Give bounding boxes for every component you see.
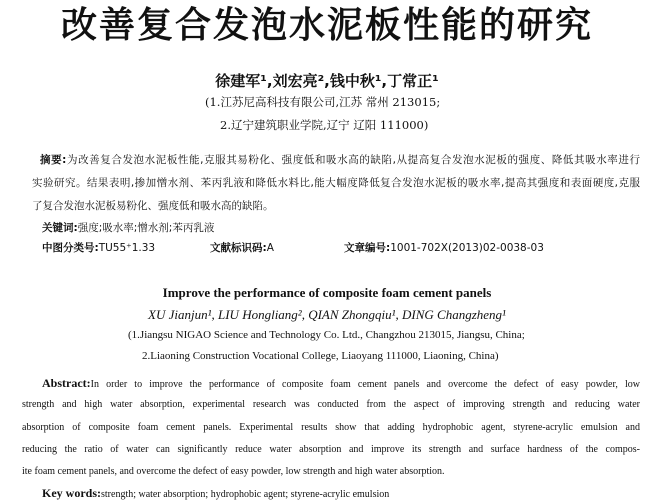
english-abstract-label: Abstract: — [42, 376, 91, 390]
authors: 徐建军¹,刘宏亮²,钱中秋¹,丁常正¹ — [215, 72, 439, 90]
abstract-line-2: 实验研究。结果表明,掺加憎水剂、苯丙乳液和降低水料比,能大幅度降低复合发泡水泥板的吸水率,提高其强度和表面硬度,克服 — [32, 177, 640, 189]
english-abstract-line-4: reducing the ratio of water can significantly reduce water absorption and improve its strength and surface hardness of the compos- — [22, 444, 640, 455]
affiliation-1: (1.江苏尼高科技有限公司,江苏 常州 213015; — [205, 95, 441, 109]
document-code: 文献标识码:A — [210, 242, 274, 254]
english-abstract-line-5: ite foam cement panels, and overcome the defect of easy powder, low strength and high water absorption. — [22, 466, 445, 477]
english-affiliation-1: (1.Jiangsu NIGAO Science and Technology Co. Ltd., Changzhou 213015, Jiangsu, China; — [128, 329, 525, 341]
clc-number: 中图分类号:TU55⁺1.33 — [42, 242, 156, 254]
abstract-line-1: 摘要:为改善复合发泡水泥板性能,克服其易粉化、强度低和吸水高的缺陷,从提高复合发泡水泥板的强度、降低其吸水率进行 — [40, 154, 640, 166]
english-keywords: Key words:strength; water absorption; hydrophobic agent; styrene-acrylic emulsion — [42, 486, 390, 500]
english-abstract-line-2: strength and high water absorption, experimental research was conducted from the aspect of improving strength and reducing water — [22, 399, 640, 410]
article-number: 文章编号:1001-702X(2013)02-0038-03 — [344, 242, 544, 254]
english-abstract-line-1: Abstract:In order to improve the performance of composite foam cement panels and overcome the defect of easy powder, low — [42, 376, 640, 390]
affiliation-2: 2.辽宁建筑职业学院,辽宁 辽阳 111000) — [220, 118, 429, 132]
english-affiliation-2: 2.Liaoning Construction Vocational College, Liaoyang 111000, Liaoning, China) — [142, 350, 499, 362]
paper-title: 改善复合发泡水泥板性能的研究 — [60, 5, 593, 46]
english-title: Improve the performance of composite foam cement panels — [162, 285, 492, 300]
abstract-line-3: 了复合发泡水泥板易粉化、强度低和吸水高的缺陷。 — [32, 200, 274, 212]
abstract-label: 摘要: — [40, 154, 67, 166]
english-abstract-line-3: absorption of composite foam cement panels. Experimental results show that adding hydrophobic agent, styrene-acrylic emulsion and — [22, 422, 640, 433]
keywords: 关键词:强度;吸水率;憎水剂;苯丙乳液 — [42, 222, 215, 234]
english-authors: XU Jianjun¹, LIU Hongliang², QIAN Zhongqiu¹, DING Changzheng¹ — [148, 307, 506, 322]
